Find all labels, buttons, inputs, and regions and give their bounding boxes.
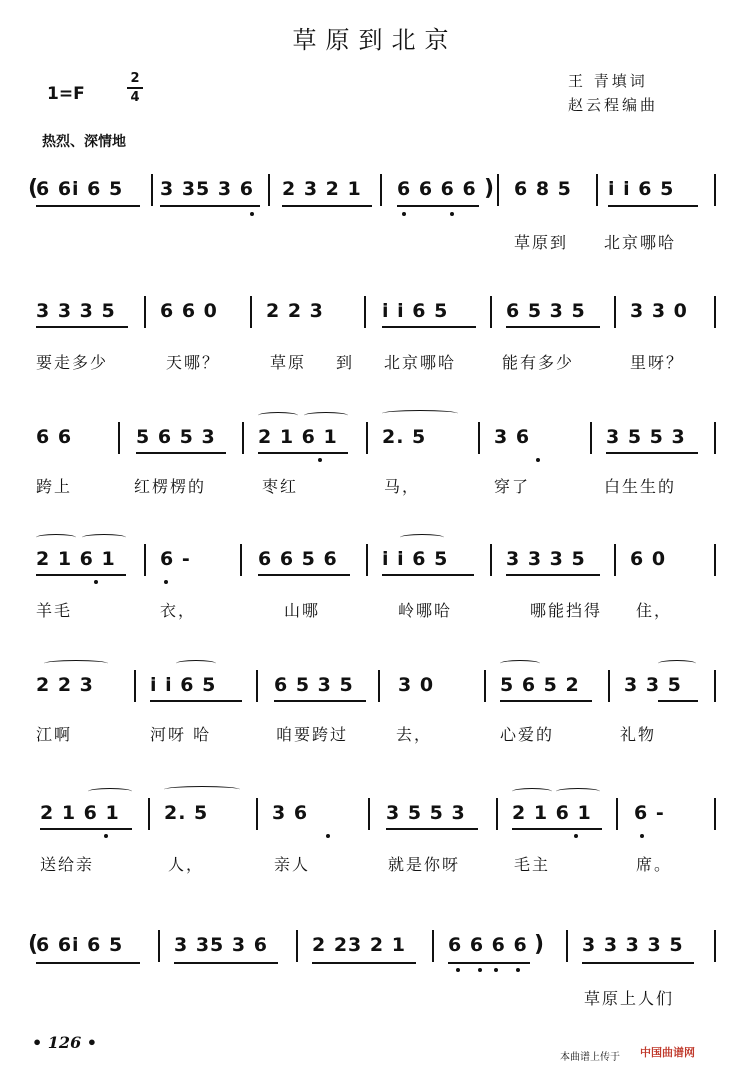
octave-dot [516,968,520,972]
slur-arc [88,788,132,795]
beam-underline [160,205,260,207]
beam-underline [448,962,530,964]
bar-line [148,798,150,830]
notation-segment: 3 35 3 6 [174,934,268,956]
lyric-text: 要走多少 [36,353,109,372]
lyric-text: 去， [396,725,433,744]
octave-dot [250,212,254,216]
notation-segment: 2 23 2 1 [312,934,406,956]
bar-line [497,174,499,206]
slur-arc [164,786,240,793]
song-title: 草原到北京 [292,26,458,54]
notation-segment: 3 3 5 [624,674,682,696]
beam-underline [36,962,140,964]
beam-underline [397,205,479,207]
lyric-text: 席。 [636,855,673,874]
bar-line [614,296,616,328]
notation-segment: 6 6 6 6 [397,178,477,200]
bar-line [368,798,370,830]
notation-segment: 3 3 3 5 [506,548,586,570]
bar-line [158,930,160,962]
notation-segment: 6 6 0 [160,300,218,322]
lyric-text: 穿了 [494,477,531,496]
slur-arc [658,660,696,667]
notation-segment: 3 5 5 3 [386,802,466,824]
lyric-text: 到 [336,353,355,372]
time-signature-top: 2 [130,71,140,86]
lyric-text: 毛主 [514,855,551,874]
bar-line [296,930,298,962]
slur-arc [512,788,552,795]
beam-underline [506,574,600,576]
bar-line [496,798,498,830]
lyric-text: 送给亲 [40,855,95,874]
lyric-text: 就是你呀 [388,855,461,874]
paren-close: ) [484,176,495,201]
bar-line [714,174,716,206]
notation-segment: 3 3 3 3 5 [582,934,684,956]
bar-line [134,670,136,702]
octave-dot [640,834,644,838]
key-signature: 1=F [47,84,85,104]
octave-dot [402,212,406,216]
beam-underline [382,326,476,328]
bar-line [366,544,368,576]
slur-arc [82,534,126,541]
bar-line [250,296,252,328]
lyric-text: 人， [168,855,205,874]
notation-segment: 3 6 [494,426,531,448]
beam-underline [258,452,348,454]
octave-dot [164,580,168,584]
slur-arc [556,788,600,795]
beam-underline [274,700,366,702]
notation-segment: 6 5 3 5 [506,300,586,322]
lyric-text: 能有多少 [502,353,575,372]
beam-underline [174,962,278,964]
bar-line [590,422,592,454]
bar-line [366,422,368,454]
notation-segment: 2 1 6 1 [40,802,120,824]
lyric-text: 住， [636,601,673,620]
octave-dot [94,580,98,584]
bar-line [478,422,480,454]
lyric-text: 心爱的 [500,725,555,744]
bar-line [256,670,258,702]
notation-segment: 6 6 6 6 [448,934,528,956]
notation-segment: 2 2 3 [266,300,324,322]
slur-arc [400,534,444,541]
lyric-text: 礼物 [620,725,657,744]
bar-line [614,544,616,576]
octave-dot [478,968,482,972]
bar-line [268,174,270,206]
bar-line [714,296,716,328]
notation-segment: 6 6 5 6 [258,548,338,570]
beam-underline [658,700,698,702]
bar-line [714,422,716,454]
notation-segment: 5 6 5 3 [136,426,216,448]
bar-line [714,670,716,702]
notation-segment: 5 6 5 2 [500,674,580,696]
bar-line [151,174,153,206]
bar-line [240,544,242,576]
bar-line [714,930,716,962]
notation-segment: 2. 5 [164,802,209,824]
bar-line [616,798,618,830]
slur-arc [500,660,540,667]
beam-underline [312,962,416,964]
beam-underline [500,700,592,702]
lyric-text: 岭哪哈 [398,601,453,620]
lyric-text: 枣红 [262,477,299,496]
slur-arc [382,410,458,417]
beam-underline [36,326,128,328]
slur-arc [36,534,76,541]
bar-line [432,930,434,962]
lyric-text: 红楞楞的 [134,477,207,496]
octave-dot [456,968,460,972]
lyric-text: 草原到 [514,233,569,252]
time-signature-bottom: 4 [130,90,140,105]
beam-underline [606,452,698,454]
paren-close: ) [534,932,545,957]
lyric-text: 白生生的 [604,477,677,496]
upload-note: 本曲谱上传于 [560,1052,620,1063]
beam-underline [512,828,602,830]
notation-segment: 6 0 [630,548,667,570]
bar-line [566,930,568,962]
lyric-text: 咱要跨过 [276,725,349,744]
notation-segment: 6 - [160,548,191,570]
slur-arc [304,412,348,419]
notation-segment: 3 6 [272,802,309,824]
lyric-text: 江啊 [36,725,73,744]
lyricist-credit: 王 青填词 [568,72,648,90]
octave-dot [104,834,108,838]
bar-line [490,296,492,328]
notation-segment: 6 6 [36,426,73,448]
octave-dot [450,212,454,216]
lyric-text: 哪能挡得 [530,601,603,620]
bar-line [256,798,258,830]
beam-underline [136,452,226,454]
beam-underline [258,574,350,576]
bar-line [118,422,120,454]
time-signature [127,71,143,105]
notation-segment: 6 8 5 [514,178,572,200]
notation-segment: 2 1 6 1 [36,548,116,570]
lyric-text: 跨上 [36,477,73,496]
octave-dot [574,834,578,838]
beam-underline [40,828,132,830]
beam-underline [150,700,242,702]
lyric-text: 羊毛 [36,601,73,620]
bar-line [608,670,610,702]
lyric-text: 衣， [160,601,197,620]
beam-underline [386,828,478,830]
notation-segment: 3 3 3 5 [36,300,116,322]
paren-open: ( [28,932,39,957]
notation-segment: 2 2 3 [36,674,94,696]
notation-segment: 6 - [634,802,665,824]
page-number: • 126 • [32,1033,97,1052]
beam-underline [36,205,140,207]
lyric-text: 河呀 哈 [150,725,212,744]
bar-line [714,544,716,576]
lyric-text: 草原上人们 [584,989,675,1008]
tempo-marking: 热烈、深情地 [42,134,126,150]
site-logo[interactable]: 中国曲谱网 [640,1046,695,1059]
slur-arc [258,412,298,419]
notation-segment: 2 1 6 1 [258,426,338,448]
lyric-text: 马， [384,477,421,496]
notation-segment: 6 5 3 5 [274,674,354,696]
beam-underline [36,574,126,576]
beam-underline [282,205,372,207]
notation-segment: 6 6i 6 5 [36,934,124,956]
bar-line [378,670,380,702]
lyric-text: 北京哪哈 [384,353,457,372]
notation-segment: 3 5 5 3 [606,426,686,448]
bar-line [714,798,716,830]
notation-segment: 3 35 3 6 [160,178,254,200]
notation-segment: 3 3 0 [630,300,688,322]
notation-segment: 6 6i 6 5 [36,178,124,200]
paren-open: ( [28,176,39,201]
bar-line [596,174,598,206]
notation-segment: i i 6 5 [382,300,449,322]
bar-line [490,544,492,576]
notation-segment: i i 6 5 [150,674,217,696]
notation-segment: i i 6 5 [608,178,675,200]
bar-line [144,296,146,328]
octave-dot [318,458,322,462]
lyric-text: 里呀？ [630,353,685,372]
octave-dot [494,968,498,972]
beam-underline [582,962,694,964]
bar-line [144,544,146,576]
lyric-text: 天哪？ [166,353,221,372]
beam-underline [608,205,698,207]
bar-line [242,422,244,454]
lyric-text: 北京哪哈 [604,233,677,252]
notation-segment: 2 3 2 1 [282,178,362,200]
slur-arc [44,660,108,667]
lyric-text: 草原 [270,353,307,372]
bar-line [380,174,382,206]
notation-segment: 2 1 6 1 [512,802,592,824]
notation-segment: i i 6 5 [382,548,449,570]
octave-dot [326,834,330,838]
octave-dot [536,458,540,462]
beam-underline [382,574,474,576]
bar-line [364,296,366,328]
composer-credit: 赵云程编曲 [568,96,659,114]
lyric-text: 山哪 [284,601,321,620]
notation-segment: 3 0 [398,674,435,696]
slur-arc [176,660,216,667]
beam-underline [506,326,600,328]
lyric-text: 亲人 [274,855,311,874]
time-signature-bar [127,87,143,89]
bar-line [484,670,486,702]
notation-segment: 2. 5 [382,426,427,448]
